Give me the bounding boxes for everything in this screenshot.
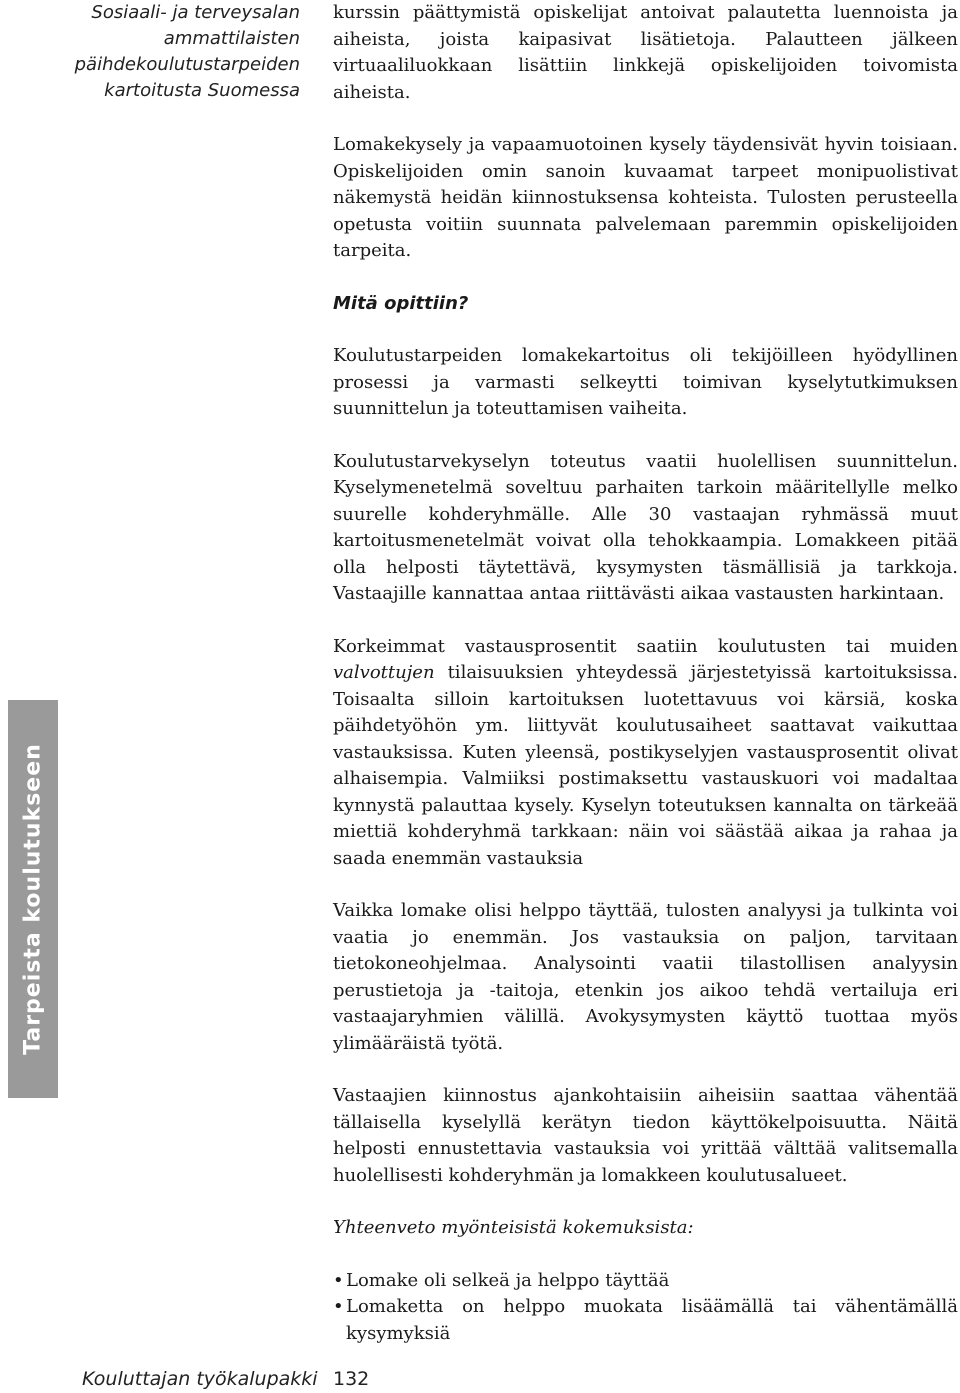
page-number: 132 bbox=[333, 1368, 370, 1390]
paragraph: Lomakekysely ja vapaamuotoinen kysely täydensivät hyvin toisiaan. Opiskelijoiden omin sanoin kuvaamat tarpeet monipuolistivat näkemystä heidän kiinnostuksensa kohteista. Tulosten perusteella opetusta voitiin suunnata palvelemaan paremmin opiskelijoiden tarpeita. bbox=[333, 134, 958, 261]
chapter-tab bbox=[8, 700, 58, 1098]
main-text bbox=[333, 0, 958, 1347]
chapter-tab-label: Tarpeista koulutukseen bbox=[20, 743, 46, 1055]
paragraph bbox=[333, 634, 958, 873]
paragraph: Koulutustarpeiden lomakekartoitus oli tekijöilleen hyödyllinen prosessi ja varmasti selkeytti toimivan kyselytutkimuksen suunnittelun ja toteuttamisen vaiheita. bbox=[333, 345, 958, 419]
summary-title: Yhteenveto myönteisistä kokemuksista: bbox=[333, 1217, 694, 1238]
text-run: tilaisuuksien yhteydessä järjestetyissä kartoituksissa. Toisaalta silloin kartoituksen luotettavuus voi kärsiä, koska päihdetyöhön ym. liittyvät koulutusaiheet saattavat vaikuttaa vastauksissa. Kuten yleensä, postikyselyjen vastausprosentit olivat alhaisempia. Valmiiksi postimaksettu vastauskuori voi madaltaa kynnystä palauttaa kysely. Kyselyn toteutuksen kannalta on tärkeää miettiä kohderyhmä tarkkaan: näin voi säästää aikaa ja rahaa ja saada enemmän vastauksia bbox=[333, 662, 958, 869]
section-title bbox=[40, 0, 300, 104]
emphasis: valvottujen bbox=[333, 662, 435, 683]
footer-book-title: Kouluttajan työkalupakki bbox=[82, 1368, 318, 1390]
section-title-line: kartoitusta Suomessa bbox=[104, 80, 300, 101]
paragraph: kurssin päättymistä opiskelijat antoivat palautetta luennoista ja aiheista, joista kaipasivat lisätietoja. Palautteen jälkeen virtuaaliluokkaan lisättiin linkkejä opiskelijoiden toivomista aiheista. bbox=[333, 2, 958, 103]
list-item: • Lomake oli selkeä ja helppo täyttää bbox=[333, 1268, 958, 1295]
paragraph: Vaikka lomake olisi helppo täyttää, tulosten analyysi ja tulkinta voi vaatia jo enemmän. Jos vastauksia on paljon, tarvitaan tietokoneohjelmaa. Analysointi vaatii tilastollisen analyysin perustietoja ja -taitoja, etenkin jos aikoo tehdä vertailuja eri vastaajaryhmien välillä. Avokysymysten käyttö tuottaa myös ylimääräistä työtä. bbox=[333, 900, 958, 1054]
section-title-line: ammattilaisten bbox=[163, 28, 300, 49]
text-run: Korkeimmat vastausprosentit saatiin koulutusten tai muiden bbox=[333, 635, 958, 657]
section-title-line: Sosiaali- ja terveysalan bbox=[91, 2, 300, 23]
subheading: Mitä opittiin? bbox=[333, 292, 469, 314]
paragraph: Vastaajien kiinnostus ajankohtaisiin aiheisiin saattaa vähentää tällaisella kyselyllä kerätyn tiedon käyttökelpoisuutta. Näitä helposti ennustettavia vastauksia voi yrittää välttää valitsemalla huolellisesti kohderyhmän ja lomakkeen koulutusalueet. bbox=[333, 1085, 958, 1186]
list-item: • Lomaketta on helppo muokata lisäämällä tai vähentämällä kysymyksiä bbox=[333, 1294, 958, 1347]
section-title-line: päihdekoulutustarpeiden bbox=[74, 54, 300, 75]
bullet-list bbox=[333, 1268, 958, 1348]
paragraph: Koulutustarvekyselyn toteutus vaatii huolellisen suunnittelun. Kyselymenetelmä soveltuu parhaiten tarkoin määritellylle melko suurelle kohderyhmälle. Alle 30 vastaajan ryhmässä muut kartoitusmenetelmät voivat olla tehokkaampia. Lomakkeen pitää olla helposti täytettävä, kysymysten täsmällisiä ja tarkkoja. Vastaajille kannattaa antaa riittävästi aikaa vastausten harkintaan. bbox=[333, 450, 958, 604]
